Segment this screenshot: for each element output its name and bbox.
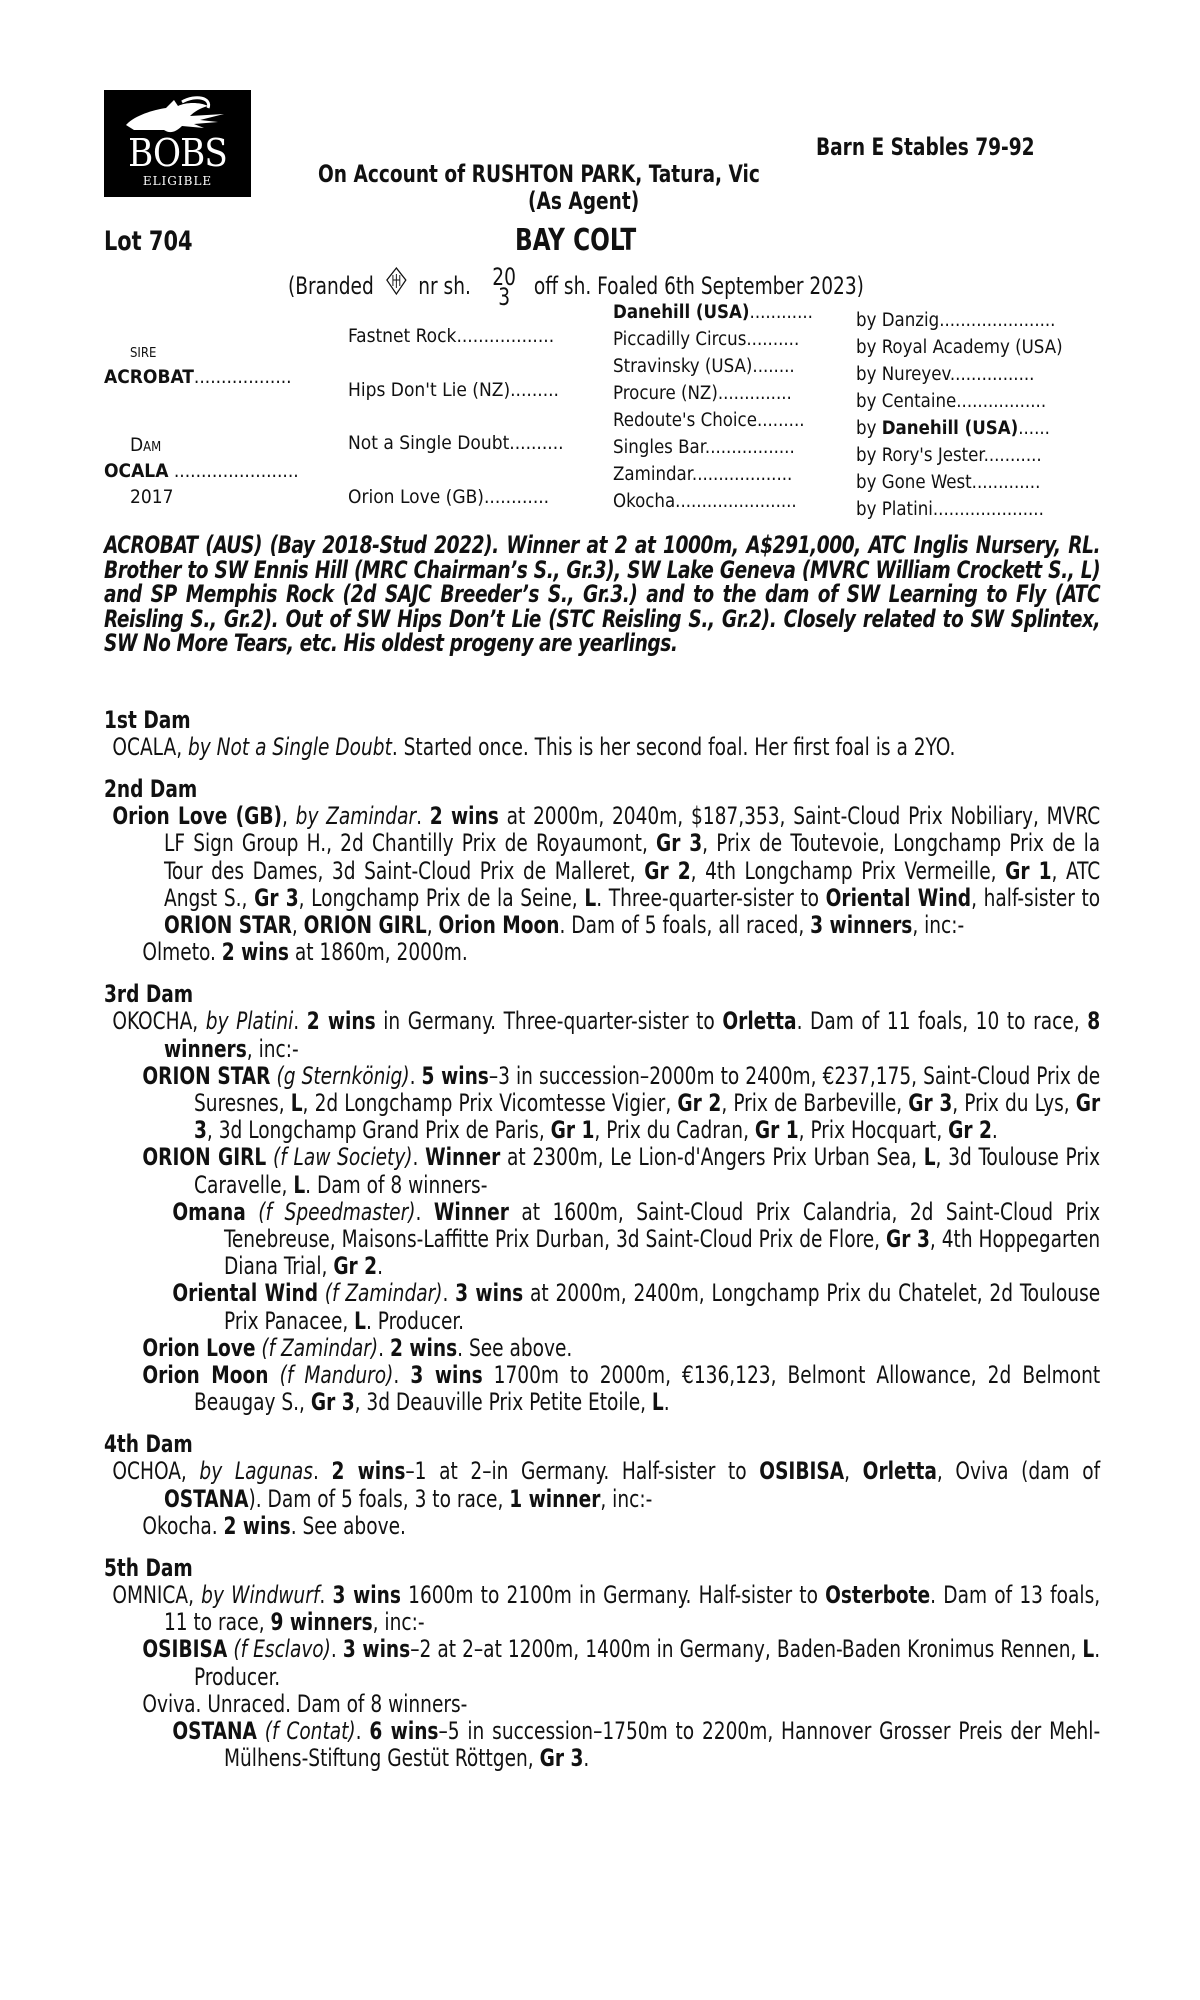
dam-label: Dam bbox=[130, 434, 162, 456]
lot-number: Lot 704 bbox=[104, 226, 193, 257]
pedigree-gen2-sire-dam: Hips Don't Lie (NZ)......... bbox=[348, 379, 559, 401]
gen3-horse-name: Stravinsky (USA)........ bbox=[613, 356, 795, 377]
dam-entry: OMNICA, by Windwurf. 3 wins 1600m to 2100m in Germany. Half-sister to Osterbote. Dam of 13 foals, 11 to race, 9 winners, inc:- bbox=[112, 1581, 1101, 1637]
sire-summary: ACROBAT (AUS) (Bay 2018-Stud 2022). Winner at 2 at 1000m, A$291,000, ATC Inglis Nursery, RL. Brother to SW Ennis Hill (MRC Chairman’s S., Gr.3), SW Lake Geneva (MVRC William Crockett S., L) and SP Memphis Rock (2d SAJC Breeder’s S., Gr.3.) and to the dam of SW Learning to Fly (ATC Reisling S., Gr.2). Out of SW Hips Don’t Lie (STC Reisling S., Gr.2). Closely related to SW Splintex, SW No More Tears, etc. His oldest progeny are yearlings. bbox=[104, 531, 1101, 657]
gen3-horse-name: Piccadilly Circus.......... bbox=[613, 329, 800, 350]
pedigree-gen2-dam-dam: Orion Love (GB)............ bbox=[348, 486, 550, 508]
pedigree-gen2-dam-sire: Not a Single Doubt.......... bbox=[348, 432, 564, 454]
progeny-entry: ORION GIRL (f Law Society). Winner at 2300m, Le Lion-d'Angers Prix Urban Sea, L, 3d Toulouse Prix Caravelle, L. Dam of 8 winners- bbox=[142, 1143, 1101, 1199]
vendor-agent-note: (As Agent) bbox=[528, 187, 640, 215]
dam-section bbox=[104, 1430, 1100, 1540]
gen3-horse-name: Procure (NZ).............. bbox=[613, 383, 792, 404]
sire-label: sire bbox=[130, 340, 157, 362]
gen3-horse-sire: by Gone West............. bbox=[856, 472, 1041, 493]
dam-entry: OCALA, by Not a Single Doubt. Started once. This is her second foal. Her first foal is a 2YO. bbox=[112, 733, 956, 761]
gen3-horse-sire: by Royal Academy (USA) bbox=[856, 337, 1063, 358]
progeny-entry: ORION STAR (g Sternkönig). 5 wins–3 in succession–2000m to 2400m, €237,175, Saint-Cloud Prix de Suresnes, L, 2d Longchamp Prix Vicomtesse Vigier, Gr 2, Prix de Barbeville, Gr 3, Prix du Lys, Gr 3, 3d Longchamp Grand Prix de Paris, Gr 1, Prix du Cadran, Gr 1, Prix Hocquart, Gr 2. bbox=[142, 1061, 1101, 1145]
dam-entry: OKOCHA, by Platini. 2 wins in Germany. Three-quarter-sister to Orletta. Dam of 11 foals, 10 to race, 8 winners, inc:- bbox=[112, 1007, 1101, 1063]
progeny-entry: Oviva. Unraced. Dam of 8 winners- bbox=[142, 1689, 468, 1718]
sire-name: ACROBAT.................. bbox=[104, 366, 292, 388]
gen3-horse-name: Singles Bar................. bbox=[613, 437, 795, 458]
logo-text-eligible: ELIGIBLE bbox=[142, 174, 213, 188]
dam-section bbox=[104, 980, 1100, 1416]
gen3-horse-sire: by Danzig...................... bbox=[856, 310, 1056, 331]
barn-location: Barn E Stables 79-92 bbox=[816, 133, 1035, 161]
dam-entry: OCHOA, by Lagunas. 2 wins–1 at 2–in Germany. Half-sister to OSIBISA, Orletta, Oviva (dam of OSTANA). Dam of 5 foals, 3 to race, 1 winner, inc:- bbox=[112, 1457, 1101, 1513]
dam-foaled-year: 2017 bbox=[130, 486, 174, 508]
dam-section-heading: 1st Dam bbox=[104, 706, 191, 734]
diamond-brand-icon bbox=[385, 266, 407, 296]
brand-suffix: off sh. Foaled 6th September 2023) bbox=[533, 272, 864, 300]
dam-section bbox=[104, 706, 1100, 761]
lot-title: BAY COLT bbox=[515, 223, 637, 258]
progeny-entry: Omana (f Speedmaster). Winner at 1600m, Saint-Cloud Prix Calandria, 2d Saint-Cloud Prix Tenebreuse, Maisons-Laffitte Prix Durban, 3d Saint-Cloud Prix de Flore, Gr 3, 4th Hoppegarten Diana Trial, Gr 2. bbox=[172, 1197, 1101, 1281]
gen3-horse-sire: by Rory's Jester........... bbox=[856, 445, 1042, 466]
dam-section-heading: 4th Dam bbox=[104, 1430, 193, 1459]
pedigree-gen3-row bbox=[613, 489, 1044, 523]
dam-section-heading: 5th Dam bbox=[104, 1554, 193, 1583]
gen3-horse-sire: by Danehill (USA)...... bbox=[856, 418, 1050, 439]
logo-text-bobs: BOBS bbox=[128, 131, 227, 175]
brand-number: 20 3 bbox=[492, 263, 516, 311]
dam-section bbox=[104, 775, 1100, 966]
vendor-line: On Account of RUSHTON PARK, Tatura, Vic bbox=[318, 160, 760, 188]
gen3-horse-sire: by Nureyev................ bbox=[856, 364, 1035, 385]
progeny-entry: Olmeto. 2 wins at 1860m, 2000m. bbox=[142, 938, 468, 967]
gen3-horse-name: Zamindar................... bbox=[613, 464, 793, 485]
dam-entry: Orion Love (GB), by Zamindar. 2 wins at 2000m, 2040m, $187,353, Saint-Cloud Prix Nobiliary, MVRC LF Sign Group H., 2d Chantilly Prix de Royaumont, Gr 3, Prix de Toutevoie, Longchamp Prix de la Tour des Dames, 3d Saint-Cloud Prix de Malleret, Gr 2, 4th Longchamp Prix Vermeille, Gr 1, ATC Angst S., Gr 3, Longchamp Prix de la Seine, L. Three-quarter-sister to Oriental Wind, half-sister to ORION STAR, ORION GIRL, Orion Moon. Dam of 5 foals, all raced, 3 winners, inc:- bbox=[112, 802, 1101, 940]
brand-near-shoulder: nr sh. bbox=[418, 272, 471, 300]
gen3-horse-sire: by Platini..................... bbox=[856, 499, 1044, 520]
female-family bbox=[104, 692, 1100, 1773]
dam-section-heading: 3rd Dam bbox=[104, 980, 194, 1009]
progeny-entry: Orion Love (f Zamindar). 2 wins. See above. bbox=[142, 1333, 573, 1362]
progeny-entry: OSIBISA (f Esclavo). 3 wins–2 at 2–at 1200m, 1400m in Germany, Baden-Baden Kronimus Rennen, L. Producer. bbox=[142, 1635, 1101, 1691]
progeny-entry: Oriental Wind (f Zamindar). 3 wins at 2000m, 2400m, Longchamp Prix du Chatelet, 2d Toulouse Prix Panacee, L. Producer. bbox=[172, 1279, 1101, 1335]
brand-prefix: (Branded bbox=[288, 272, 374, 300]
dam-name: OCALA ....................... bbox=[104, 460, 299, 482]
gen3-horse-sire: by Centaine................. bbox=[856, 391, 1047, 412]
bobs-eligible-logo bbox=[104, 90, 251, 197]
dam-section bbox=[104, 1554, 1100, 1772]
gen3-horse-name: Danehill (USA)............ bbox=[613, 302, 813, 323]
gen3-horse-name: Okocha....................... bbox=[613, 491, 797, 512]
gen3-horse-name: Redoute's Choice......... bbox=[613, 410, 805, 431]
progeny-entry: Orion Moon (f Manduro). 3 wins 1700m to 2000m, €136,123, Belmont Allowance, 2d Belmont Beaugay S., Gr 3, 3d Deauville Prix Petite Etoile, L. bbox=[142, 1361, 1101, 1417]
pedigree-gen2-sire-sire: Fastnet Rock.................. bbox=[348, 325, 555, 347]
progeny-entry: Okocha. 2 wins. See above. bbox=[142, 1511, 406, 1540]
progeny-entry: OSTANA (f Contat). 6 wins–5 in succession–1750m to 2200m, Hannover Grosser Preis der Mehl-Mülhens-Stiftung Gestüt Röttgen, Gr 3. bbox=[172, 1717, 1101, 1773]
dam-section-heading: 2nd Dam bbox=[104, 775, 198, 804]
